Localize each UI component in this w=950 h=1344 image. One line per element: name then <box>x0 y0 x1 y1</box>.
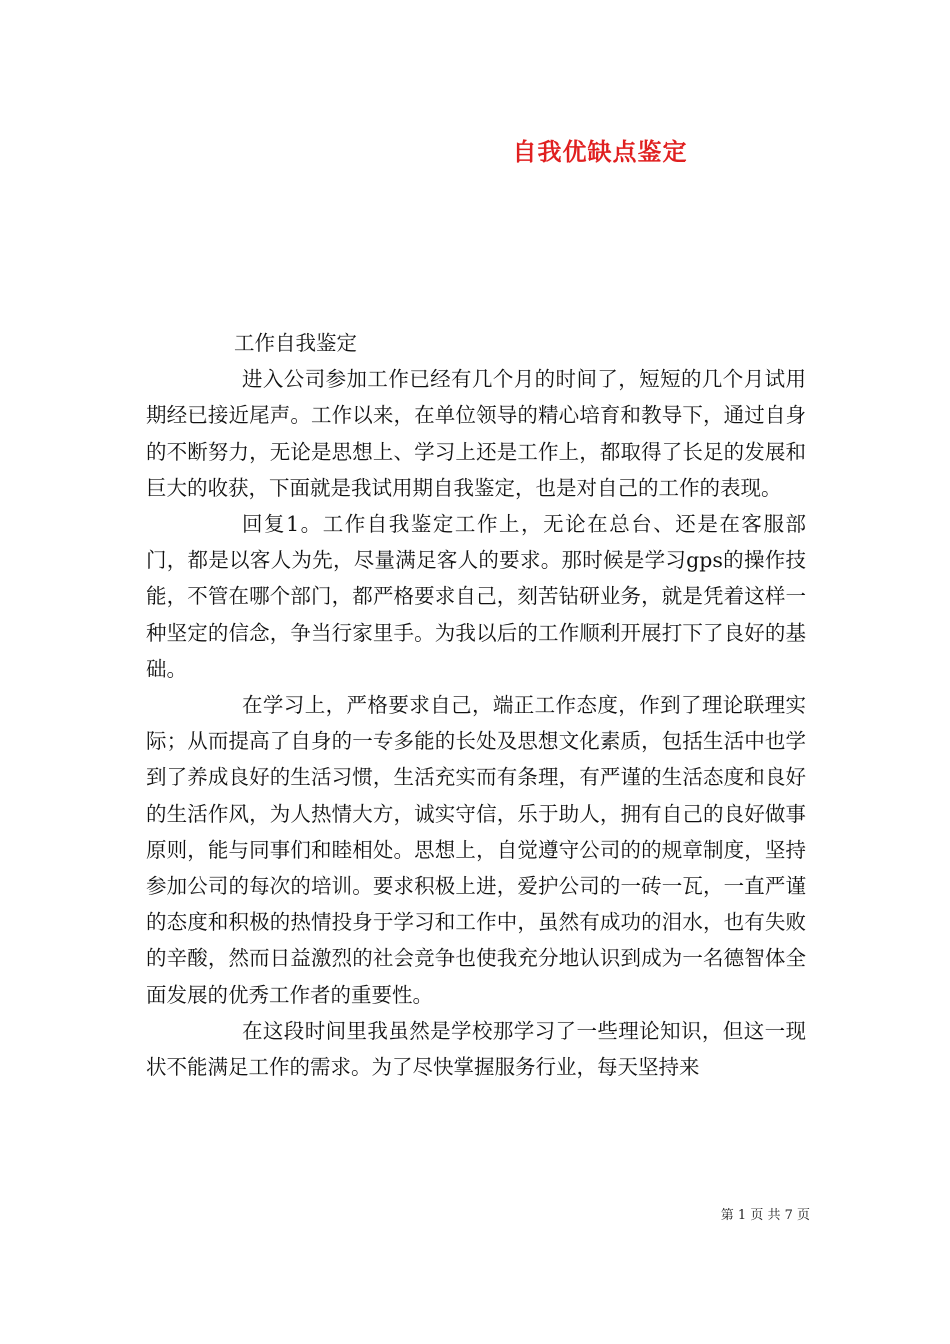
paragraph-training: 在这段时间里我虽然是学校那学习了一些理论知识，但这一现状不能满足工作的需求。为了尽快掌握服务行业，每天坚持来 <box>146 1018 806 1080</box>
page-number: 第 1 页 共 7 页 <box>720 1208 810 1223</box>
paragraph-intro: 进入公司参加工作已经有几个月的时间了，短短的几个月试用期经已接近尾声。工作以来，在单位领导的精心培育和教导下，通过自身的不断努力，无论是思想上、学习上还是工作上，都取得了长足的发展和巨大的收获，下面就是我试用期自我鉴定，也是对自己的工作的表现。 <box>146 367 806 500</box>
document-title: 自我优缺点鉴定 <box>512 138 688 166</box>
paragraph-work: 回复1。工作自我鉴定工作上，无论在总台、还是在客服部门，都是以客人为先，尽量满足客人的要求。那时候是学习gps的操作技能，不管在哪个部门，都严格要求自己，刻苦钻研业务，就是凭着这样一种坚定的信念，争当行家里手。为我以后的工作顺利开展打下了良好的基础。 <box>146 512 806 681</box>
paragraph-study: 在学习上，严格要求自己，端正工作态度，作到了理论联理实际；从而提高了自身的一专多能的长处及思想文化素质，包括生活中也学到了养成良好的生活习惯，生活充实而有条理，有严谨的生活态度和良好的生活作风，为人热情大方，诚实守信，乐于助人，拥有自己的良好做事原则，能与同事们和睦相处。思想上，自觉遵守公司的的规章制度，坚持参加公司的每次的培训。要求积极上进，爱护公司的一砖一瓦，一直严谨的态度和积极的热情投身于学习和工作中，虽然有成功的泪水，也有失败的辛酸，然而日益激烈的社会竞争也使我充分地认识到成为一名德智体全面发展的优秀工作者的重要性。 <box>146 693 806 1007</box>
section-heading: 工作自我鉴定 <box>234 331 357 355</box>
document-body <box>146 325 806 1085</box>
